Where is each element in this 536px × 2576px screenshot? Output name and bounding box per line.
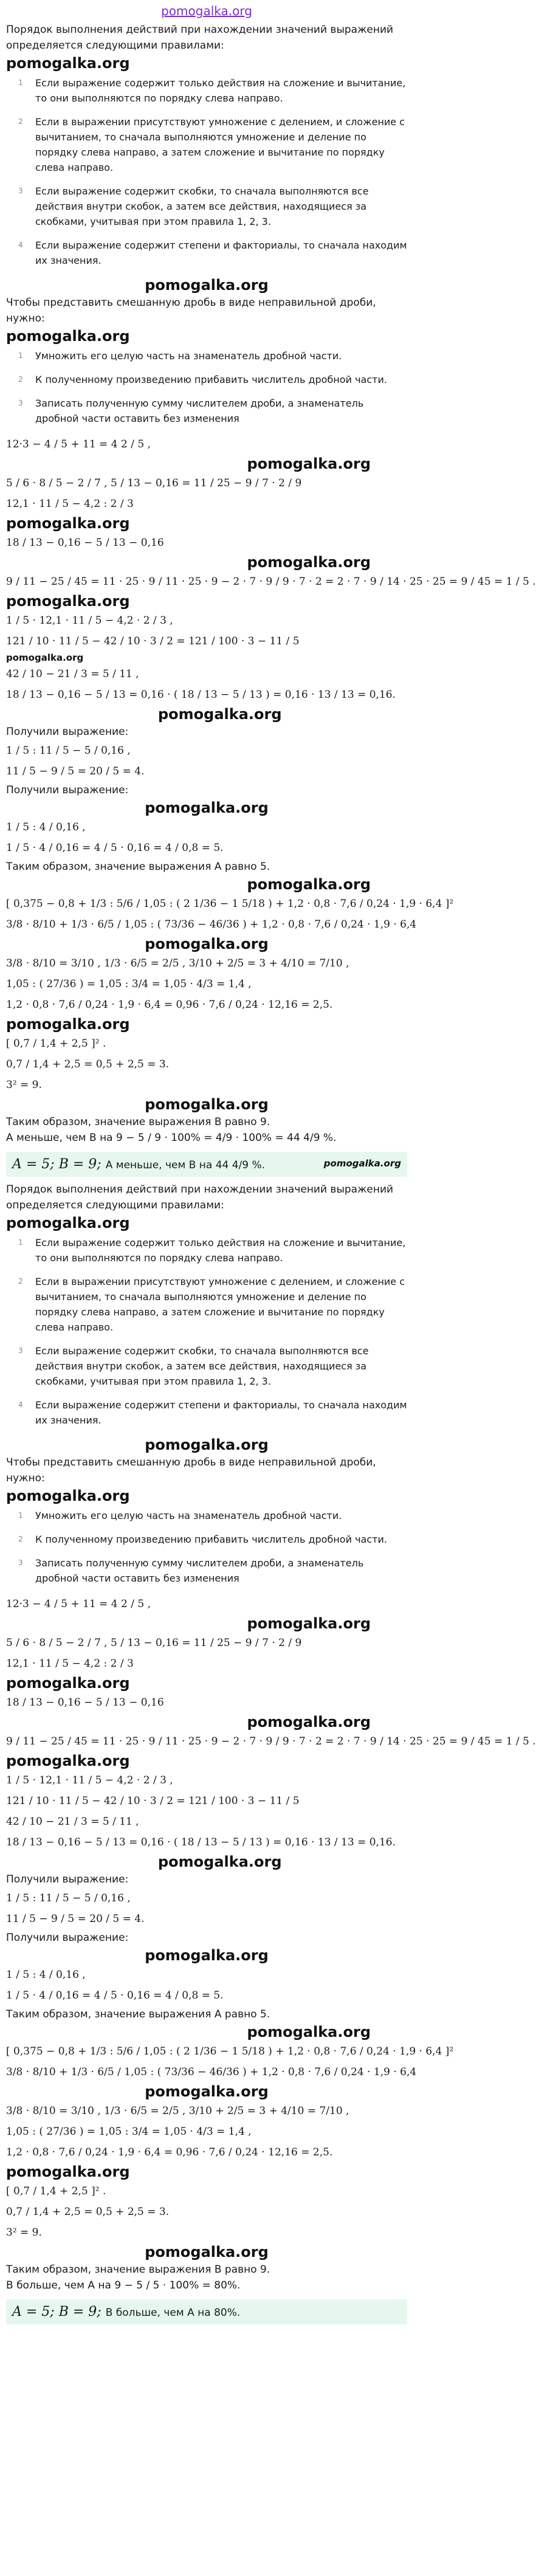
thus-b: Таким образом, значение выражения B равно 9. (6, 1116, 270, 1128)
math-line: 18 / 13 − 0,16 − 5 / 13 = 0,16 · ( 18 / 13 − 5 / 13 ) = 0,16 · 13 / 13 = 0,16. (6, 1836, 396, 1848)
math-line: 121 / 10 · 11 / 5 − 42 / 10 · 3 / 2 = 121 / 100 · 3 − 11 / 5 (6, 635, 300, 647)
math-line: 3/8 · 8/10 + 1/3 · 6/5 / 1,05 : ( 73/36 − 46/36 ) + 1,2 · 0,8 · 7,6 / 0,24 · 1,9 · 6,4 (6, 2066, 417, 2078)
math-line: [ 0,375 − 0,8 + 1/3 : 5/6 / 1,05 : ( 2 1/36 − 1 5/18 ) + 1,2 · 0,8 · 7,6 / 0,24 · 1,9 · 6,4 ]² (6, 2045, 454, 2058)
watermark: pomogalka.org (6, 652, 84, 663)
got-expression: Получили выражение: (6, 1932, 129, 1944)
rule-item: 3 Если выражение содержит скобки, то сначала выполняются все действия внутри скобок, а затем все действия, находящиеся за скобками, учитывая при этом правила 1, 2, 3. (18, 185, 369, 227)
solution-part-a (6, 22, 536, 1177)
watermark: pomogalka.org (6, 328, 130, 345)
thus-b: Таким образом, значение выражения B равно 9. (6, 2264, 270, 2276)
math-line: 1,05 : ( 27/36 ) = 1,05 : 3/4 = 1,05 · 4/3 = 1,4 , (6, 2126, 252, 2138)
watermark: pomogalka.org (158, 706, 282, 723)
watermark: pomogalka.org (247, 2023, 371, 2040)
mixed-rules-list (6, 348, 407, 426)
watermark: pomogalka.org (6, 1016, 130, 1033)
math-line: 12·3 − 4 / 5 + 11 = 4 2 / 5 , (6, 1598, 151, 1610)
watermark: pomogalka.org (6, 55, 130, 72)
watermark: pomogalka.org (158, 1853, 282, 1870)
difference-line: B больше, чем A на 9 − 5 / 5 · 100% = 80%. (6, 2279, 241, 2292)
watermark: pomogalka.org (323, 1158, 401, 1169)
watermark: pomogalka.org (145, 277, 269, 294)
math-line: 5 / 6 · 8 / 5 − 2 / 7 , 5 / 13 − 0,16 = 11 / 25 − 9 / 7 · 2 / 9 (6, 1637, 302, 1649)
watermark: pomogalka.org (247, 876, 371, 893)
math-line: [ 0,7 / 1,4 + 2,5 ]² . (6, 2185, 106, 2197)
math-line: 1 / 5 · 12,1 · 11 / 5 − 4,2 · 2 / 3 , (6, 615, 173, 627)
rule-item: 1 Умножить его целую часть на знаменатель дробной части. (18, 350, 342, 362)
math-line: 12,1 · 11 / 5 − 4,2 : 2 / 3 (6, 1658, 134, 1670)
math-line: 1 / 5 : 11 / 5 − 5 / 0,16 , (6, 745, 131, 757)
thus-a: Таким образом, значение выражения A равно 5. (6, 2008, 270, 2020)
watermark: pomogalka.org (247, 1713, 371, 1731)
rule-item: 1 Умножить его целую часть на знаменатель дробной части. (18, 1510, 342, 1521)
rule-item: 3 Записать полученную сумму числителем дроби, а знаменатель дробной части оставить без изменения (18, 1557, 364, 1584)
watermark: pomogalka.org (6, 593, 130, 610)
math-line: 42 / 10 − 21 / 3 = 5 / 11 , (6, 668, 139, 680)
mixed-rules-list (6, 1508, 407, 1586)
watermark: pomogalka.org (145, 1436, 269, 1453)
watermark: pomogalka.org (6, 2163, 130, 2180)
rule-item: 4 Если выражение содержит степени и факториалы, то сначала находим их значения. (18, 1399, 407, 1426)
math-line: 42 / 10 − 21 / 3 = 5 / 11 , (6, 1816, 139, 1828)
math-line: [ 0,375 − 0,8 + 1/3 : 5/6 / 1,05 : ( 2 1/36 − 1 5/18 ) + 1,2 · 0,8 · 7,6 / 0,24 · 1,9 · 6,4 ]² (6, 898, 454, 910)
rule-item: 3 Записать полученную сумму числителем дроби, а знаменатель дробной части оставить без изменения (18, 398, 364, 424)
math-line: 12,1 · 11 / 5 − 4,2 : 2 / 3 (6, 498, 134, 510)
watermark: pomogalka.org (6, 1675, 130, 1692)
rule-item: 1 Если выражение содержит только действия на сложение и вычитание, то они выполняются по порядку слева направо. (18, 1237, 406, 1264)
math-line: 1 / 5 · 12,1 · 11 / 5 − 4,2 · 2 / 3 , (6, 1774, 173, 1786)
watermark: pomogalka.org (6, 1214, 130, 1231)
order-heading: Порядок выполнения действий при нахождении значений выражений определяется следующими правилами: (6, 1183, 394, 1211)
got-expression: Получили выражение: (6, 1873, 129, 1886)
math-line: 0,7 / 1,4 + 2,5 = 0,5 + 2,5 = 3. (6, 2206, 170, 2218)
thus-a: Таким образом, значение выражения A равно 5. (6, 861, 270, 873)
math-line: 11 / 5 − 9 / 5 = 20 / 5 = 4. (6, 1913, 145, 1925)
math-line: 1 / 5 · 4 / 0,16 = 4 / 5 · 0,16 = 4 / 0,8 = 5. (6, 1989, 224, 2002)
math-line: 1 / 5 : 4 / 0,16 , (6, 1969, 86, 1981)
mixed-heading: Чтобы представить смешанную дробь в виде неправильной дроби, нужно: (6, 297, 376, 325)
math-line: 18 / 13 − 0,16 − 5 / 13 − 0,16 (6, 1696, 164, 1709)
answer-box: A = 5; B = 9; B больше, чем A на 80%. (6, 2299, 407, 2324)
watermark: pomogalka.org (247, 554, 371, 571)
rule-item: 2 К полученному произведению прибавить числитель дробной части. (18, 1534, 387, 1545)
watermark: pomogalka.org (145, 935, 269, 952)
math-line: 0,7 / 1,4 + 2,5 = 0,5 + 2,5 = 3. (6, 1058, 170, 1070)
math-line: 3/8 · 8/10 = 3/10 , 1/3 · 6/5 = 2/5 , 3/10 + 2/5 = 3 + 4/10 = 7/10 , (6, 2105, 349, 2117)
math-line: 12·3 − 4 / 5 + 11 = 4 2 / 5 , (6, 438, 151, 450)
rule-item: 2 Если в выражении присутствуют умножение с делением, и сложение с вычитанием, то сначала выполняются умножение и деление по порядку слева направо, а затем сложение и вычитание по порядку слева направо. (18, 116, 405, 173)
order-rules-list (6, 1235, 407, 1428)
math-line: 9 / 11 − 25 / 45 = 11 · 25 · 9 / 11 · 25 · 9 − 2 · 7 · 9 / 9 · 7 · 2 = 2 · 7 · 9 / 14 · 25 · 25 = 9 / 45 = 1 / 5 . (6, 576, 536, 588)
watermark: pomogalka.org (247, 1615, 371, 1632)
watermark: pomogalka.org (145, 799, 269, 816)
rule-item: 2 Если в выражении присутствуют умножение с делением, и сложение с вычитанием, то сначала выполняются умножение и деление по порядку слева направо, а затем сложение и вычитание по порядку слева направо. (18, 1276, 405, 1333)
got-expression: Получили выражение: (6, 726, 129, 738)
math-line: 3² = 9. (6, 2226, 42, 2239)
rule-item: 3 Если выражение содержит скобки, то сначала выполняются все действия внутри скобок, а затем все действия, находящиеся за скобками, учитывая при этом правила 1, 2, 3. (18, 1345, 369, 1387)
math-line: 9 / 11 − 25 / 45 = 11 · 25 · 9 / 11 · 25 · 9 − 2 · 7 · 9 / 9 · 7 · 2 = 2 · 7 · 9 / 14 · 25 · 25 = 9 / 45 = 1 / 5 . (6, 1735, 536, 1748)
watermark: pomogalka.org (145, 1947, 269, 1964)
math-line: 1 / 5 : 11 / 5 − 5 / 0,16 , (6, 1892, 131, 1904)
watermark: pomogalka.org (6, 1487, 130, 1504)
got-expression: Получили выражение: (6, 784, 129, 796)
math-line: 1,2 · 0,8 · 7,6 / 0,24 · 1,9 · 6,4 = 0,96 · 7,6 / 0,24 · 12,16 = 2,5. (6, 999, 333, 1011)
mixed-heading: Чтобы представить смешанную дробь в виде неправильной дроби, нужно: (6, 1456, 376, 1484)
math-line: 1 / 5 : 4 / 0,16 , (6, 821, 86, 833)
math-line: 1,2 · 0,8 · 7,6 / 0,24 · 1,9 · 6,4 = 0,96 · 7,6 / 0,24 · 12,16 = 2,5. (6, 2146, 333, 2158)
math-line: 1 / 5 · 4 / 0,16 = 4 / 5 · 0,16 = 4 / 0,8 = 5. (6, 842, 224, 854)
math-line: 121 / 10 · 11 / 5 − 42 / 10 · 3 / 2 = 121 / 100 · 3 − 11 / 5 (6, 1795, 300, 1807)
watermark: pomogalka.org (247, 455, 371, 472)
site-logo[interactable]: pomogalka.org (161, 4, 252, 18)
watermark: pomogalka.org (6, 1752, 130, 1769)
math-line: 3/8 · 8/10 + 1/3 · 6/5 / 1,05 : ( 73/36 − 46/36 ) + 1,2 · 0,8 · 7,6 / 0,24 · 1,9 · 6,4 (6, 918, 417, 931)
watermark: pomogalka.org (6, 515, 130, 532)
watermark: pomogalka.org (145, 2083, 269, 2100)
math-line: 18 / 13 − 0,16 − 5 / 13 − 0,16 (6, 537, 164, 549)
order-rules-list (6, 75, 407, 268)
answer-box: A = 5; B = 9; A меньше, чем B на 44 4/9 %. pomogalka.org (6, 1152, 407, 1177)
math-line: 3² = 9. (6, 1079, 42, 1091)
solution-part-b (6, 1182, 536, 2324)
rule-item: 4 Если выражение содержит степени и факториалы, то сначала находим их значения. (18, 239, 407, 266)
rule-item: 1 Если выражение содержит только действия на сложение и вычитание, то они выполняются по порядку слева направо. (18, 77, 406, 104)
math-line: 3/8 · 8/10 = 3/10 , 1/3 · 6/5 = 2/5 , 3/10 + 2/5 = 3 + 4/10 = 7/10 , (6, 957, 349, 969)
math-line: 1,05 : ( 27/36 ) = 1,05 : 3/4 = 1,05 · 4/3 = 1,4 , (6, 978, 252, 990)
solution-sheet (0, 22, 536, 2324)
math-line: [ 0,7 / 1,4 + 2,5 ]² . (6, 1038, 106, 1050)
rule-item: 2 К полученному произведению прибавить числитель дробной части. (18, 374, 387, 385)
watermark: pomogalka.org (145, 1096, 269, 1113)
math-line: 11 / 5 − 9 / 5 = 20 / 5 = 4. (6, 765, 145, 777)
difference-line: A меньше, чем B на 9 − 5 / 9 · 100% = 4/9 · 100% = 44 4/9 %. (6, 1132, 337, 1144)
math-line: 18 / 13 − 0,16 − 5 / 13 = 0,16 · ( 18 / 13 − 5 / 13 ) = 0,16 · 13 / 13 = 0,16. (6, 689, 396, 701)
order-heading: Порядок выполнения действий при нахождении значений выражений определяется следующими правилами: (6, 24, 394, 52)
watermark: pomogalka.org (145, 2244, 269, 2261)
math-line: 5 / 6 · 8 / 5 − 2 / 7 , 5 / 13 − 0,16 = 11 / 25 − 9 / 7 · 2 / 9 (6, 477, 302, 489)
